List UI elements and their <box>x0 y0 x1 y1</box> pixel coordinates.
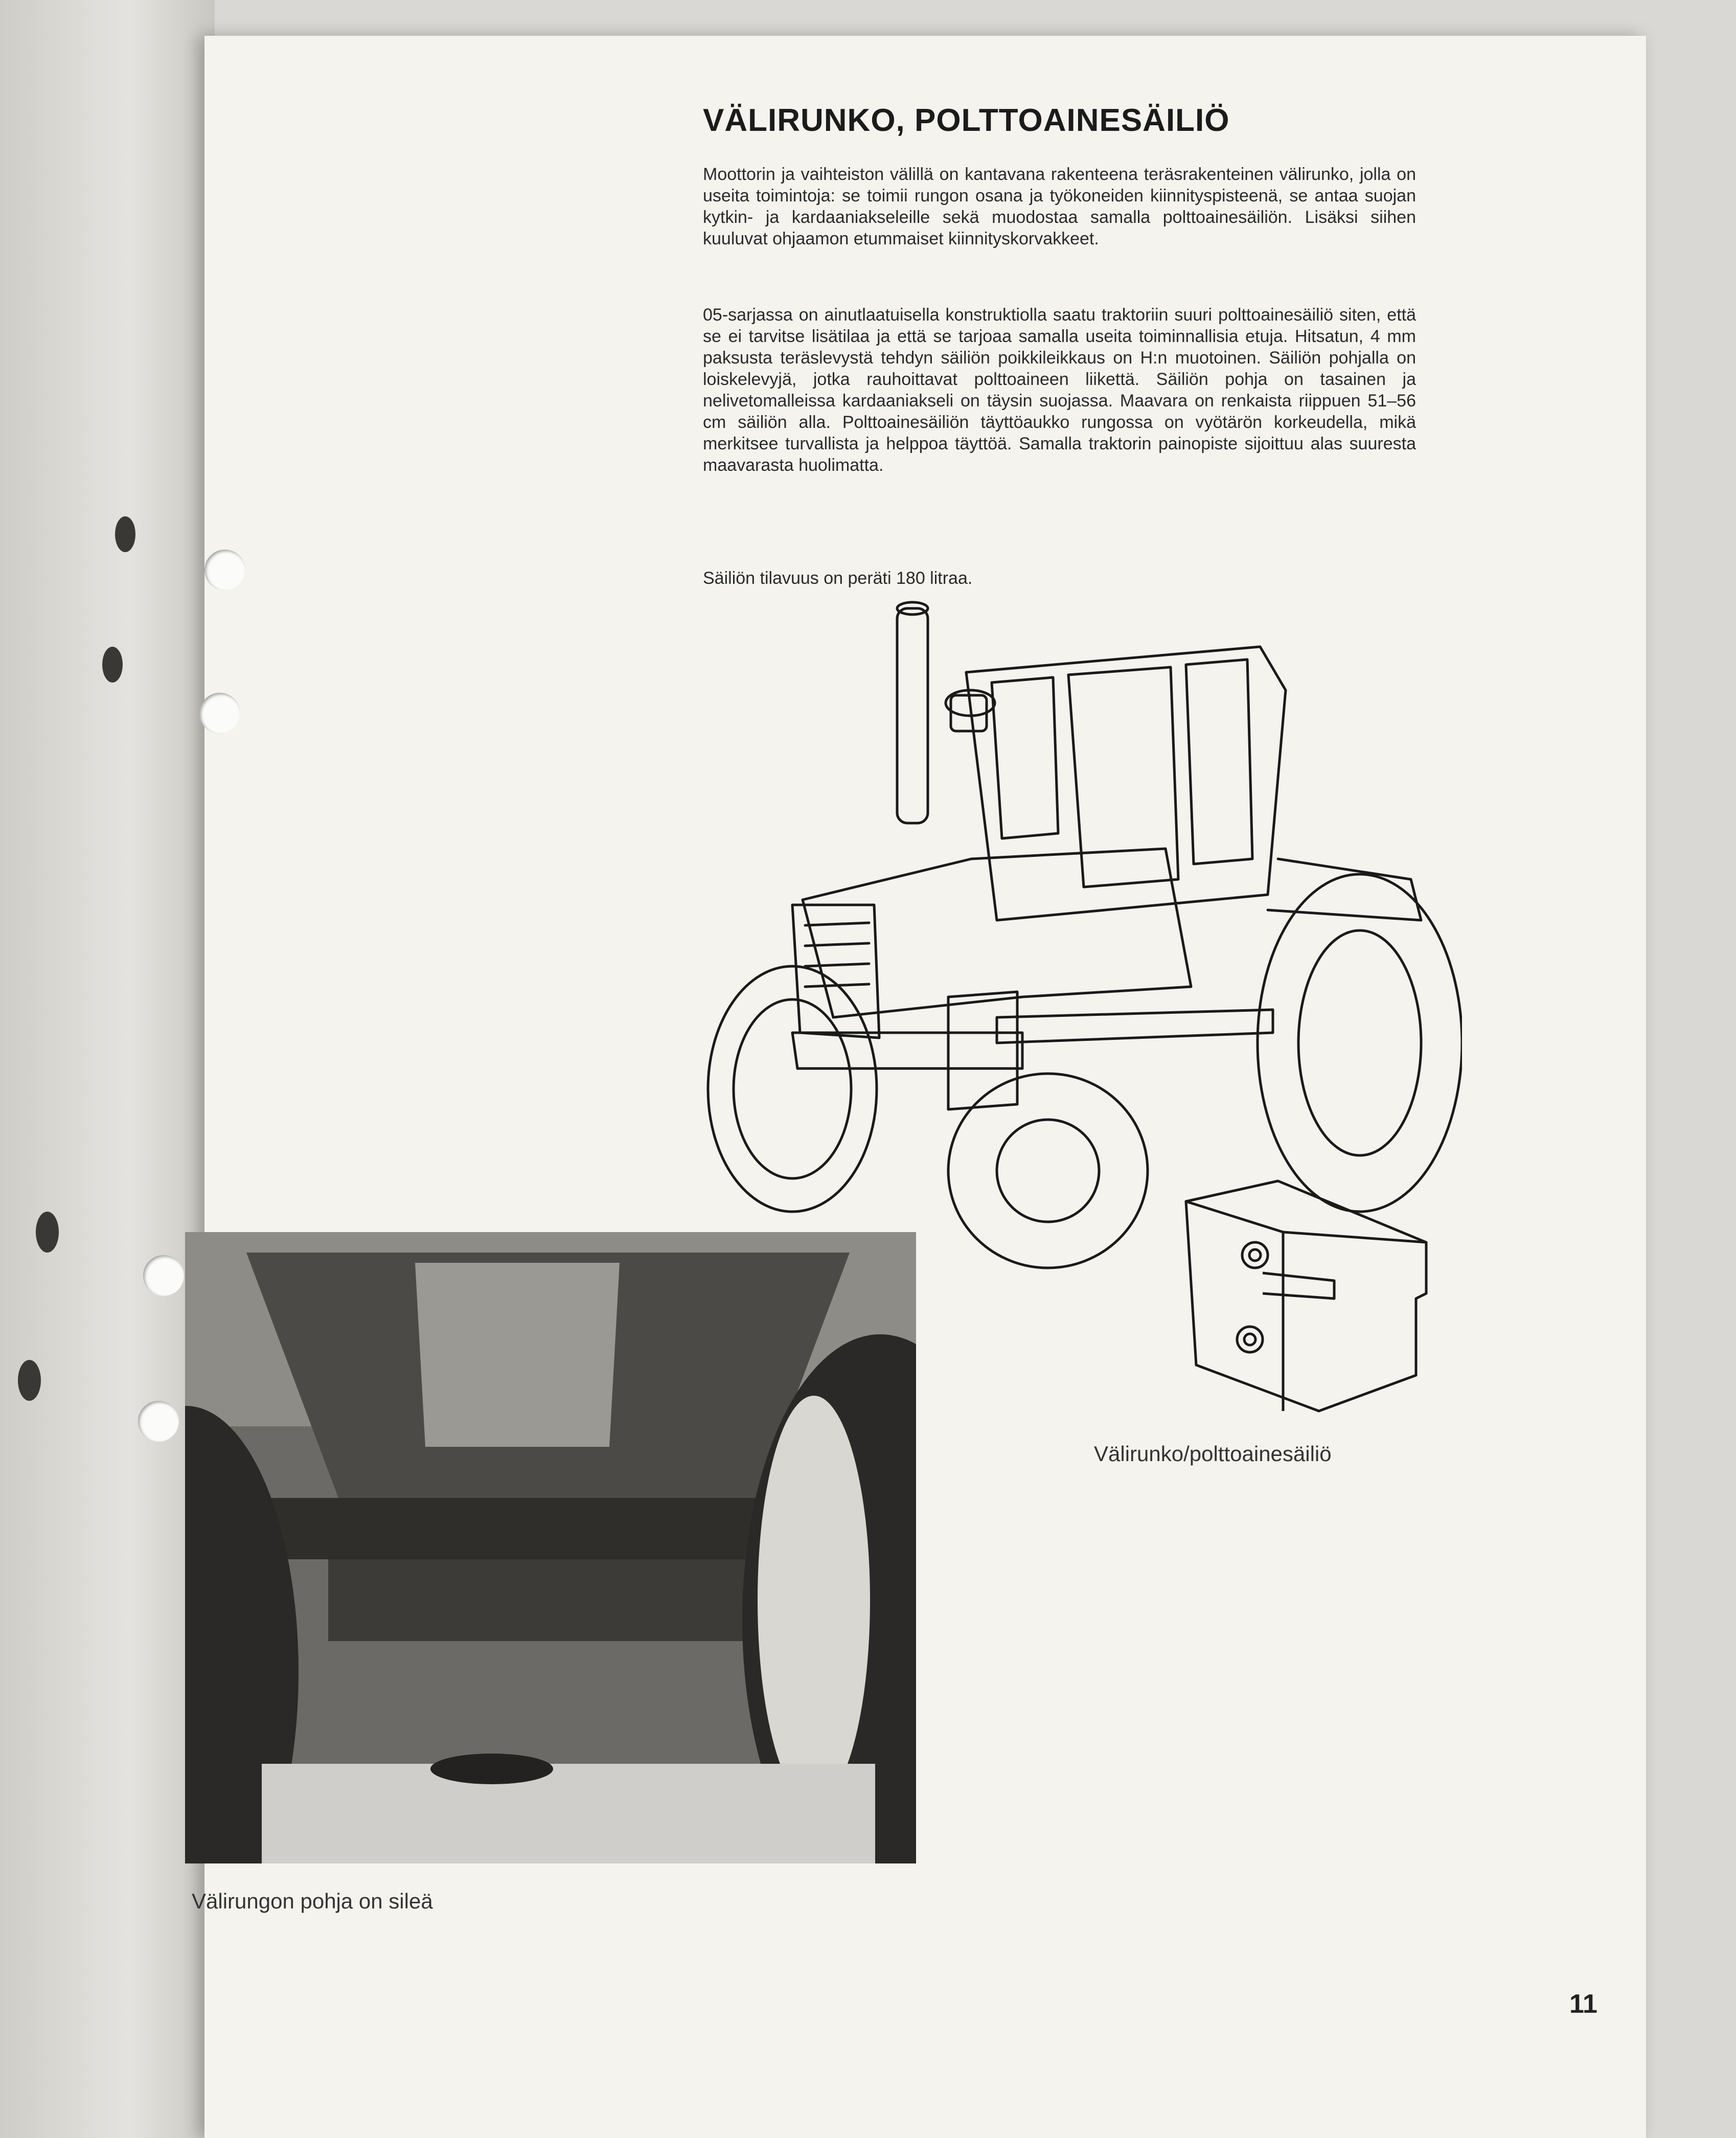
fuel-tank-cross-section <box>1166 1171 1442 1426</box>
page-number: 11 <box>1569 1989 1597 2019</box>
paragraph-intro: Moottorin ja vaihteiston välillä on kantavana rakenteena teräsrakenteinen välirunko, jolla on useita toimintoja: se toimii rungon osana ja työkoneiden kiinnityspisteenä, se antaa suojan kytkin- ja kardaaniakseleille sekä muodostaa samalla polttoainesäiliön. Lisäksi siihen kuuluvat ohjaamon etummaiset kiinnityskorvakkeet. <box>703 165 1416 248</box>
punch-hole <box>138 1401 179 1442</box>
photo-caption: Välirungon pohja on sileä <box>192 1889 433 1913</box>
punch-hole <box>18 1360 41 1401</box>
underside-photo <box>185 1232 916 1863</box>
punch-hole <box>115 516 135 552</box>
punch-hole <box>36 1212 59 1253</box>
paragraph-details: 05-sarjassa on ainutlaatuisella konstruktiolla saatu traktoriin suuri polttoainesäiliö siten, että se ei tarvitse lisätilaa ja että se tarjoaa samalla useita toiminnallisia etuja. Hitsatun, 4 mm paksusta teräslevystä tehdyn säiliön poikkileikkaus on H:n muotoinen. Säiliön pohjalla on loiskelevyjä, jotka rauhoittavat polttoaineen liikettä. Säiliön pohja on tasainen ja nelivetomalleissa kardaaniakseli on täysin suojassa. Maavara on renkaista riippuen 51–56 cm säiliön alla. Polttoainesäiliön täyttöaukko rungossa on vyötärön korkeudella, mikä merkitsee turvallista ja helppoa täyttöä. Samalla traktorin painopiste sijoittuu alas suuresta maavarasta huolimatta. <box>703 305 1416 475</box>
paragraph-capacity: Säiliön tilavuus on peräti 180 litraa. <box>703 568 973 588</box>
facing-page-edge <box>0 0 215 2138</box>
punch-hole <box>204 550 245 590</box>
drawing-caption: Välirunko/polttoainesäiliö <box>1094 1442 1332 1466</box>
punch-hole <box>102 647 123 683</box>
section-title: VÄLIRUNKO, POLTTOAINESÄILIÖ <box>703 103 1230 138</box>
punch-hole <box>143 1255 184 1296</box>
punch-hole <box>199 693 240 734</box>
